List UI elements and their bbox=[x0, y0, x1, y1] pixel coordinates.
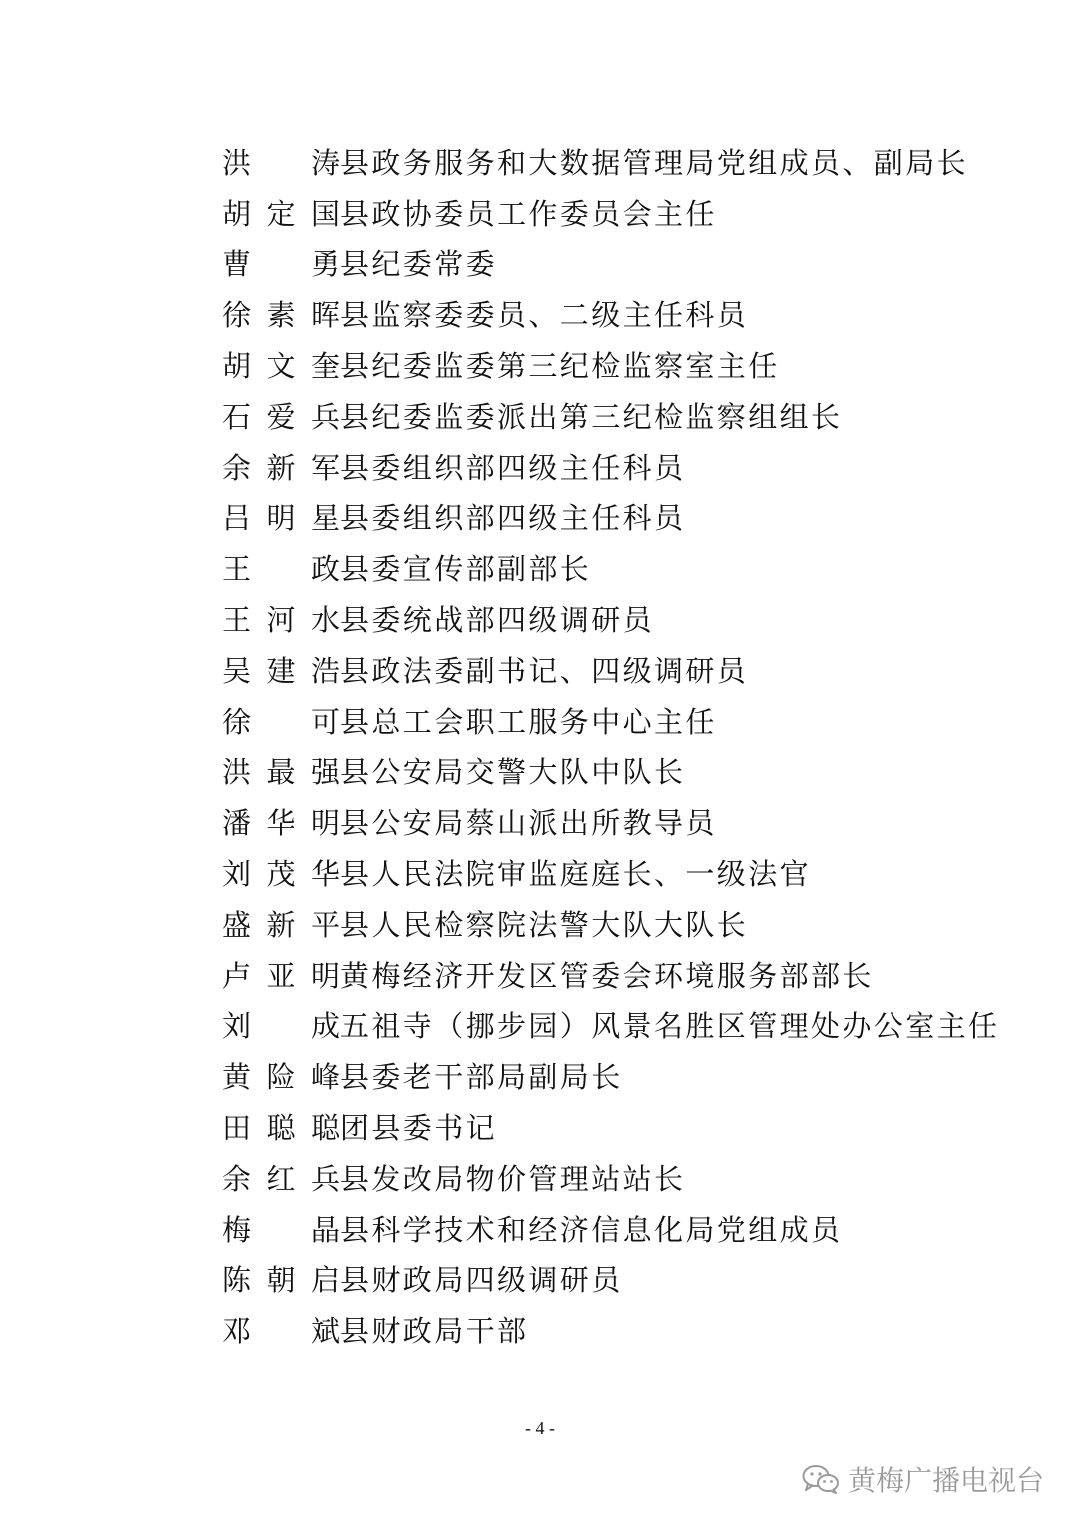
name-char: 新 bbox=[266, 907, 296, 942]
name-char: 胡 bbox=[222, 196, 252, 231]
person-name bbox=[222, 649, 340, 690]
name-char: 吕 bbox=[222, 501, 252, 536]
name-char: 险 bbox=[266, 1060, 296, 1095]
person-name bbox=[222, 446, 340, 487]
name-char: 定 bbox=[266, 196, 296, 231]
person-title: 县委组织部四级主任科员 bbox=[340, 501, 686, 536]
name-char: 国 bbox=[310, 196, 340, 231]
person-name bbox=[222, 700, 340, 741]
person-title: 县纪委监委第三纪检监察室主任 bbox=[340, 349, 780, 384]
person-title: 黄梅经济开发区管委会环境服务部部长 bbox=[340, 958, 874, 993]
person-title: 县纪委监委派出第三纪检监察组组长 bbox=[340, 399, 843, 434]
person-name bbox=[222, 192, 340, 233]
name-char: 建 bbox=[266, 653, 296, 688]
name-char: 水 bbox=[310, 603, 340, 638]
name-char: 聪 bbox=[266, 1111, 296, 1146]
roster-row bbox=[222, 847, 982, 898]
person-name bbox=[222, 293, 340, 334]
watermark-text: 黄梅广播电视台 bbox=[847, 1464, 1044, 1497]
name-char: 明 bbox=[310, 806, 340, 841]
person-name bbox=[222, 242, 340, 283]
name-char: 陈 bbox=[222, 1263, 252, 1298]
person-title: 团县委书记 bbox=[340, 1111, 498, 1146]
name-char: 军 bbox=[310, 450, 340, 485]
person-name bbox=[222, 1309, 340, 1350]
roster-row bbox=[222, 1050, 982, 1101]
person-title: 县政协委员工作委员会主任 bbox=[340, 196, 717, 231]
name-char: 河 bbox=[266, 603, 296, 638]
name-char: 盛 bbox=[222, 907, 252, 942]
name-char: 晶 bbox=[310, 1212, 340, 1247]
person-name bbox=[222, 344, 340, 385]
name-char: 石 bbox=[222, 399, 252, 434]
name-char: 涛 bbox=[310, 145, 340, 180]
name-char: 红 bbox=[266, 1161, 296, 1196]
roster-row bbox=[222, 288, 982, 339]
person-title: 县委统战部四级调研员 bbox=[340, 603, 655, 638]
person-name bbox=[222, 1004, 340, 1045]
watermark bbox=[802, 1459, 1044, 1499]
name-char: 邓 bbox=[222, 1314, 252, 1349]
name-char: 爱 bbox=[266, 399, 296, 434]
name-char: 徐 bbox=[222, 298, 252, 333]
person-title: 县委宣传部副部长 bbox=[340, 552, 592, 587]
person-name bbox=[222, 547, 340, 588]
name-char: 胡 bbox=[222, 349, 252, 384]
roster-row bbox=[222, 542, 982, 593]
name-char: 斌 bbox=[310, 1314, 340, 1349]
name-char: 洪 bbox=[222, 145, 252, 180]
person-name bbox=[222, 954, 340, 995]
roster-row bbox=[222, 492, 982, 543]
person-title: 县公安局交警大队中队长 bbox=[340, 755, 686, 790]
name-char: 华 bbox=[310, 857, 340, 892]
name-char: 华 bbox=[266, 806, 296, 841]
personnel-list bbox=[222, 136, 1000, 1355]
person-title: 县委组织部四级主任科员 bbox=[340, 450, 686, 485]
roster-row bbox=[222, 441, 982, 492]
name-char: 洪 bbox=[222, 755, 252, 790]
person-title: 县发改局物价管理站站长 bbox=[340, 1161, 686, 1196]
name-char: 余 bbox=[222, 450, 252, 485]
name-char: 潘 bbox=[222, 806, 252, 841]
person-name bbox=[222, 903, 340, 944]
name-char: 成 bbox=[310, 1009, 340, 1044]
name-char: 勇 bbox=[310, 247, 340, 282]
name-char: 新 bbox=[266, 450, 296, 485]
person-title: 县人民法院审监庭庭长、一级法官 bbox=[340, 857, 812, 892]
roster-row bbox=[222, 949, 982, 1000]
roster-row bbox=[222, 1152, 982, 1203]
name-char: 强 bbox=[310, 755, 340, 790]
person-name bbox=[222, 598, 340, 639]
name-char: 徐 bbox=[222, 704, 252, 739]
name-char: 政 bbox=[310, 552, 340, 587]
wechat-icon bbox=[802, 1464, 840, 1494]
name-char: 朝 bbox=[266, 1263, 296, 1298]
roster-row bbox=[222, 339, 982, 390]
person-name bbox=[222, 141, 340, 182]
roster-row bbox=[222, 1254, 982, 1305]
roster-row bbox=[222, 1000, 1000, 1051]
person-title: 县总工会职工服务中心主任 bbox=[340, 704, 717, 739]
person-title: 县科学技术和经济信息化局党组成员 bbox=[340, 1212, 843, 1247]
person-name bbox=[222, 1157, 340, 1198]
person-name bbox=[222, 1258, 340, 1299]
name-char: 最 bbox=[266, 755, 296, 790]
name-char: 可 bbox=[310, 704, 340, 739]
name-char: 刘 bbox=[222, 1009, 252, 1044]
person-title: 县财政局干部 bbox=[340, 1314, 529, 1349]
name-char: 王 bbox=[222, 603, 252, 638]
roster-row bbox=[222, 238, 982, 289]
name-char: 聪 bbox=[310, 1111, 340, 1146]
person-title: 县委老干部局副局长 bbox=[340, 1060, 623, 1095]
name-char: 田 bbox=[222, 1111, 252, 1146]
name-char: 余 bbox=[222, 1161, 252, 1196]
name-char: 峰 bbox=[310, 1060, 340, 1095]
person-title: 县政法委副书记、四级调研员 bbox=[340, 653, 749, 688]
name-char: 亚 bbox=[266, 958, 296, 993]
roster-row bbox=[222, 187, 982, 238]
roster-row bbox=[222, 644, 982, 695]
name-char: 曹 bbox=[222, 247, 252, 282]
roster-row bbox=[222, 796, 982, 847]
name-char: 明 bbox=[310, 958, 340, 993]
person-name bbox=[222, 1106, 340, 1147]
roster-row bbox=[222, 1203, 982, 1254]
person-name bbox=[222, 1208, 340, 1249]
person-name bbox=[222, 395, 340, 436]
name-char: 素 bbox=[266, 298, 296, 333]
person-title: 县政务服务和大数据管理局党组成员、副局长 bbox=[340, 145, 969, 180]
name-char: 浩 bbox=[310, 653, 340, 688]
name-char: 文 bbox=[266, 349, 296, 384]
person-title: 县纪委常委 bbox=[340, 247, 498, 282]
person-name bbox=[222, 496, 340, 537]
name-char: 星 bbox=[310, 501, 340, 536]
name-char: 明 bbox=[266, 501, 296, 536]
roster-row bbox=[222, 1304, 982, 1355]
person-title: 县人民检察院法警大队大队长 bbox=[340, 907, 749, 942]
roster-row bbox=[222, 390, 982, 441]
person-name bbox=[222, 801, 340, 842]
name-char: 卢 bbox=[222, 958, 252, 993]
person-title: 县财政局四级调研员 bbox=[340, 1263, 623, 1298]
person-title: 县监察委委员、二级主任科员 bbox=[340, 298, 749, 333]
name-char: 梅 bbox=[222, 1212, 252, 1247]
name-char: 晖 bbox=[310, 298, 340, 333]
name-char: 启 bbox=[310, 1263, 340, 1298]
person-name bbox=[222, 750, 340, 791]
page-number: - 4 - bbox=[525, 1418, 555, 1438]
person-title: 县公安局蔡山派出所教导员 bbox=[340, 806, 717, 841]
name-char: 茂 bbox=[266, 857, 296, 892]
name-char: 吴 bbox=[222, 653, 252, 688]
person-title: 五祖寺（挪步园）风景名胜区管理处办公室主任 bbox=[340, 1009, 1000, 1044]
roster-row bbox=[222, 1101, 982, 1152]
roster-row bbox=[222, 136, 982, 187]
roster-row bbox=[222, 695, 982, 746]
name-char: 兵 bbox=[310, 399, 340, 434]
name-char: 奎 bbox=[310, 349, 340, 384]
name-char: 黄 bbox=[222, 1060, 252, 1095]
name-char: 兵 bbox=[310, 1161, 340, 1196]
name-char: 刘 bbox=[222, 857, 252, 892]
roster-row bbox=[222, 898, 982, 949]
person-name bbox=[222, 1055, 340, 1096]
person-name bbox=[222, 852, 340, 893]
name-char: 平 bbox=[310, 907, 340, 942]
roster-row bbox=[222, 593, 982, 644]
roster-row bbox=[222, 746, 982, 797]
name-char: 王 bbox=[222, 552, 252, 587]
